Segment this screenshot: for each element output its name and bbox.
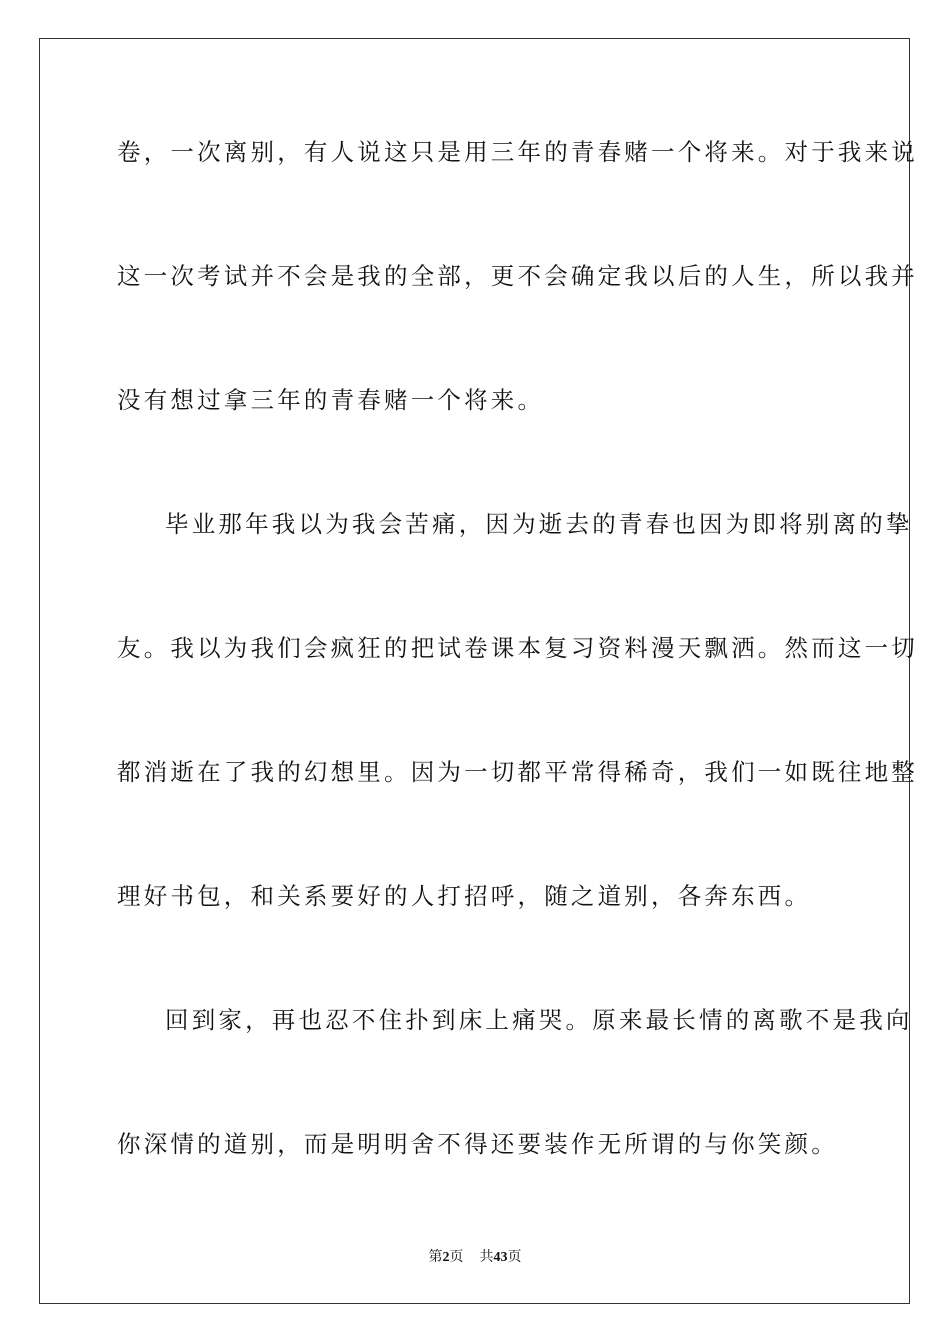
- paragraph-line: 理好书包，和关系要好的人打招呼，随之道别，各奔东西。: [117, 882, 812, 910]
- paragraph-line: 回到家，再也忍不住扑到床上痛哭。原来最长情的离歌不是我向: [165, 1006, 913, 1034]
- page-prefix: 第: [428, 1249, 443, 1265]
- paragraph-line: 卷，一次离别，有人说这只是用三年的青春赌一个将来。对于我来说: [117, 138, 918, 166]
- page-suffix: 页: [449, 1249, 464, 1265]
- total-suffix: 页: [507, 1249, 522, 1265]
- paragraph-line: 毕业那年我以为我会苦痛，因为逝去的青春也因为即将别离的挚: [165, 510, 913, 538]
- total-pages: 43: [493, 1250, 508, 1265]
- paragraph-line: 这一次考试并不会是我的全部，更不会确定我以后的人生，所以我并: [117, 262, 918, 290]
- page-number: 2: [442, 1250, 450, 1265]
- paragraph-line: 没有想过拿三年的青春赌一个将来。: [117, 386, 545, 414]
- page-border: [39, 38, 910, 1304]
- paragraph-line: 你深情的道别，而是明明舍不得还要装作无所谓的与你笑颜。: [117, 1130, 838, 1158]
- page-footer: [0, 1248, 950, 1267]
- total-prefix: 共: [479, 1249, 494, 1265]
- paragraph-line: 友。我以为我们会疯狂的把试卷课本复习资料漫天飘洒。然而这一切: [117, 634, 918, 662]
- paragraph-line: 都消逝在了我的幻想里。因为一切都平常得稀奇，我们一如既往地整: [117, 758, 918, 786]
